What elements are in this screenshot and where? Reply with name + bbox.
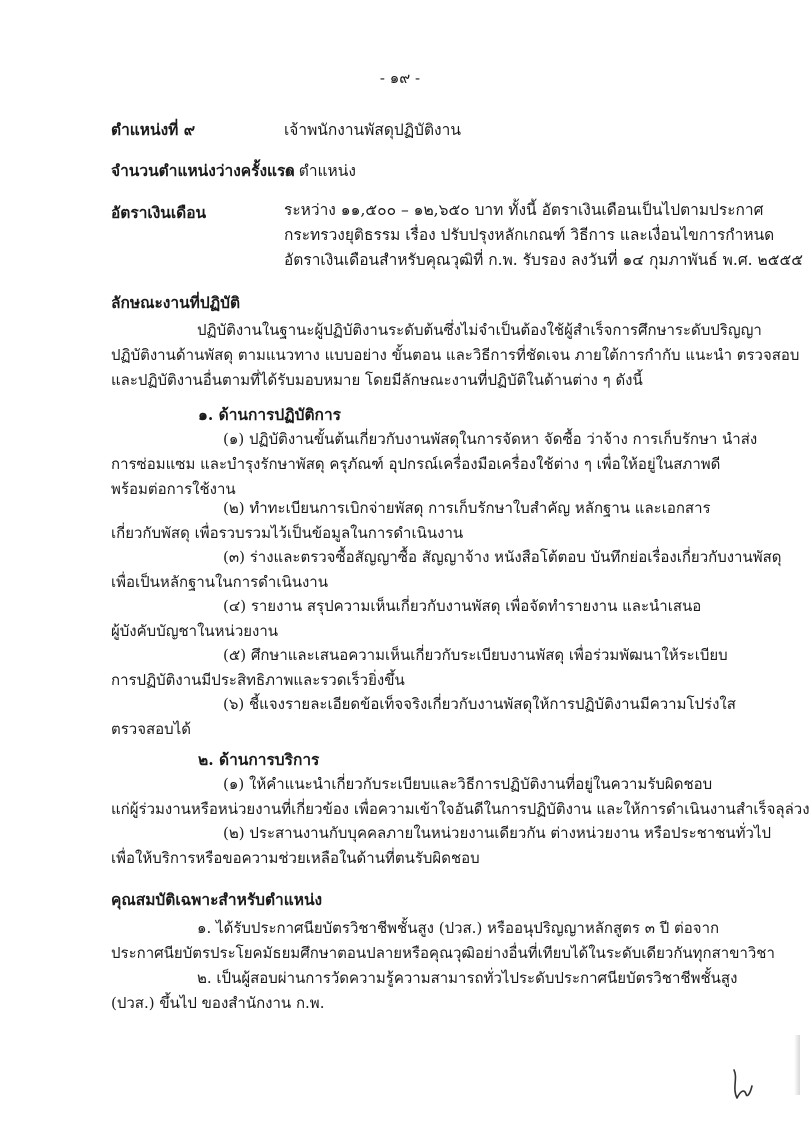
operations-item-1 [111,427,758,502]
intro-line: ปฏิบัติงานในฐานะผู้ปฏิบัติงานระดับต้นซึ่งไม่จำเป็นต้องใช้ผู้สำเร็จการศึกษาระดับปริญญา [197,321,762,339]
vacancy-label: จำนวนตำแหน่งว่างครั้งแรก [111,161,295,180]
item-line: (๓) ร่างและตรวจซื้อสัญญาซื้อ สัญญาจ้าง หนังสือโต้ตอบ บันทึกย่อเรื่องเกี่ยวกับงานพัสดุ [223,548,782,566]
item-line: พร้อมต่อการใช้งาน [111,480,236,498]
item-line: (๔) รายงาน สรุปความเห็นเกี่ยวกับงานพัสดุ เพื่อจัดทำรายงาน และนำเสนอ [223,597,702,615]
item-line: แก่ผู้ร่วมงานหรือหน่วยงานที่เกี่ยวข้อง เพื่อความเข้าใจอันดีในการปฏิบัติงาน และให้การดำเนินงานสำเร็จลุล่วง [111,800,810,818]
salary-line: ระหว่าง ๑๑,๕๐๐ – ๑๒,๖๕๐ บาท ทั้งนี้ อัตราเงินเดือนเป็นไปตามประกาศ [284,201,764,219]
qualification-line: (ปวส.) ขึ้นไป ของสำนักงาน ก.พ. [111,994,325,1012]
item-line: เพื่อเป็นหลักฐานในการดำเนินงาน [111,573,328,591]
qualification-line: ๑. ได้รับประกาศนียบัตรวิชาชีพชั้นสูง (ปวส.) หรืออนุปริญญาหลักสูตร ๓ ปี ต่อจาก [197,919,720,937]
salary-line: อัตราเงินเดือนสำหรับคุณวุฒิที่ ก.พ. รับรอง ลงวันที่ ๑๔ กุมภาพันธ์ พ.ศ. ๒๕๕๕ [284,251,803,269]
handwritten-initial-mark [728,1064,758,1104]
position-value: เจ้าพนักงานพัสดุปฏิบัติงาน [284,121,461,139]
qualification-line: ประกาศนียบัตรประโยคมัธยมศึกษาตอนปลายหรือคุณวุฒิอย่างอื่นที่เทียบได้ในระดับเดียวกันทุกสาขาวิชา [111,944,775,962]
services-item-2 [111,821,772,871]
item-line: (๒) ทำทะเบียนการเบิกจ่ายพัสดุ การเก็บรักษาใบสำคัญ หลักฐาน และเอกสาร [223,499,711,517]
services-item-1 [111,772,810,822]
salary-label: อัตราเงินเดือน [111,203,207,222]
operations-item-5 [111,643,728,693]
qualification-item-2 [111,966,738,1016]
position-label: ตำแหน่งที่ ๙ [111,120,196,139]
salary-line: กระทรวงยุติธรรม เรื่อง ปรับปรุงหลักเกณฑ์ วิธีการ และเงื่อนไขการกำหนด [284,226,775,244]
item-line: การซ่อมแซม และบำรุงรักษาพัสดุ ครุภัณฑ์ อุปกรณ์เครื่องมือเครื่องใช้ต่าง ๆ เพื่อให้อยู่ในสภาพดี [111,455,721,473]
scan-edge-shadow [794,1035,800,1095]
qualification-item-1 [111,916,775,966]
operations-item-3 [111,545,782,595]
item-line: (๒) ประสานงานกับบุคคลภายในหน่วยงานเดียวกัน ต่างหน่วยงาน หรือประชาชนทั่วไป [223,824,772,842]
qualifications-heading: คุณสมบัติเฉพาะสำหรับตำแหน่ง [111,890,323,909]
item-line: เกี่ยวกับพัสดุ เพื่อรวบรวมไว้เป็นข้อมูลในการดำเนินงาน [111,524,464,542]
item-line: (๖) ชี้แจงรายละเอียดข้อเท็จจริงเกี่ยวกับงานพัสดุให้การปฏิบัติงานมีความโปร่งใส [223,695,736,713]
item-line: เพื่อให้บริการหรือขอความช่วยเหลือในด้านที่ตนรับผิดชอบ [111,849,480,867]
job-nature-heading: ลักษณะงานที่ปฏิบัติ [111,293,241,312]
qualification-line: ๒. เป็นผู้สอบผ่านการวัดความรู้ความสามารถทั่วไประดับประกาศนียบัตรวิชาชีพชั้นสูง [197,969,738,987]
item-line: ผู้บังคับบัญชาในหน่วยงาน [111,622,279,640]
operations-item-2 [111,496,723,546]
item-line: ตรวจสอบได้ [111,720,191,738]
item-line: (๑) ปฏิบัติงานขั้นต้นเกี่ยวกับงานพัสดุในการจัดหา จัดซื้อ ว่าจ้าง การเก็บรักษา นำส่ง [223,430,758,448]
item-line: (๑) ให้คำแนะนำเกี่ยวกับระเบียบและวิธีการปฏิบัติงานที่อยู่ในความรับผิดชอบ [223,775,713,793]
operations-item-4 [111,594,723,644]
item-line: (๕) ศึกษาและเสนอความเห็นเกี่ยวกับระเบียบงานพัสดุ เพื่อร่วมพัฒนาให้ระเบียบ [223,646,728,664]
operations-item-6 [111,692,736,742]
intro-line: และปฏิบัติงานอื่นตามที่ได้รับมอบหมาย โดยมีลักษณะงานที่ปฏิบัติในด้านต่าง ๆ ดังนี้ [111,371,643,389]
vacancy-value: ๑ ตำแหน่ง [284,162,356,180]
operations-heading: ๑. ด้านการปฏิบัติการ [198,405,341,424]
job-nature-intro [111,318,800,393]
intro-line: ปฏิบัติงานด้านพัสดุ ตามแนวทาง แบบอย่าง ขั้นตอน และวิธีการที่ชัดเจน ภายใต้การกำกับ แนะนำ ตรวจสอบ [111,346,800,364]
item-line: การปฏิบัติงานมีประสิทธิภาพและรวดเร็วยิ่งขึ้น [111,671,405,689]
salary-text [284,198,803,273]
services-heading: ๒. ด้านการบริการ [198,750,320,769]
page-number: - ๑๙ - [379,69,421,87]
